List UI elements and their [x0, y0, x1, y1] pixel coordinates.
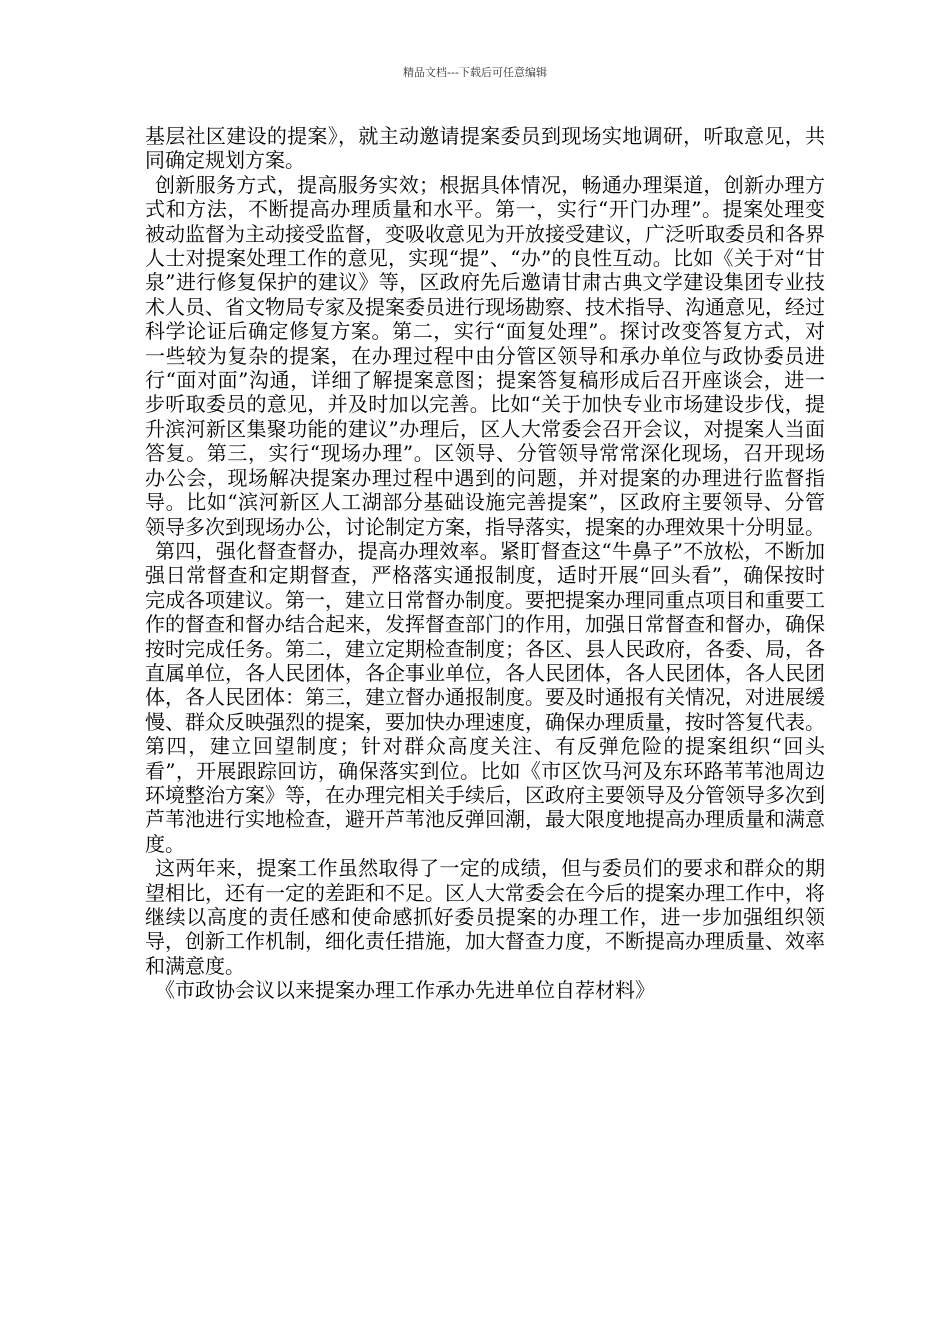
paragraph-3: 第四，强化督查督办，提高办理效率。紧盯督查这“牛鼻子”不放松，不断加强日常督查和定期督查，严格落实通报制度，适时开展“回头看”，确保按时完成各项建议。第一，建立日常督办制度。要把提案办理同重点项目和重要工作的督查和督办结合起来，发挥督查部门的作用，加强日常督查和督办，确保按时完成任务。第二，建立定期检查制度；各区、县人民政府，各委、局，各直属单位，各人民团体，各企事业单位，各人民团体，各人民团体，各人民团体，各人民团体：第三，建立督办通报制度。要及时通报有关情况，对进展缓慢、群众反映强烈的提案，要加快办理速度，确保办理质量，按时答复代表。第四，建立回望制度；针对群众高度关注、有反弹危险的提案组织“回头看”，开展跟踪回访，确保落实到位。比如《市区饮马河及东环路苇苇池周边环境整治方案》等，在办理完相关手续后，区政府主要领导及分管领导多次到芦苇池进行实地检查，避开芦苇池反弹回潮，最大限度地提高办理质量和满意度。 [145, 538, 825, 856]
page-header: 精品文档---下载后可任意编辑 [403, 66, 547, 79]
paragraph-2: 创新服务方式，提高服务实效；根据具体情况，畅通办理渠道，创新办理方式和方法，不断提高办理质量和水平。第一，实行“开门办理”。提案处理变被动监督为主动接受监督，变吸收意见为开放接受建议，广泛听取委员和各界人士对提案处理工作的意见，实现“提”、“办”的良性互动。比如《关于对“甘泉”进行修复保护的建议》等，区政府先后邀请甘肃古典文学建设集团专业技术人员、省文物局专家及提案委员进行现场勘察、技术指导、沟通意见，经过科学论证后确定修复方案。第二，实行“面复处理”。探讨改变答复方式，对一些较为复杂的提案，在办理过程中由分管区领导和承办单位与政协委员进行“面对面”沟通，详细了解提案意图；提案答复稿形成后召开座谈会，进一步听取委员的意见，并及时加以完善。比如“关于加快专业市场建设步伐，提升滨河新区集聚功能的建议”办理后，区人大常委会召开会议，对提案人当面答复。第三，实行“现场办理”。区领导、分管领导常常深化现场，召开现场办公会，现场解决提案办理过程中遇到的问题，并对提案的办理进行监督指导。比如“滨河新区人工湖部分基础设施完善提案”，区政府主要领导、分管领导多次到现场办公，讨论制定方案，指导落实，提案的办理效果十分明显。 [145, 172, 825, 539]
document-body [145, 124, 825, 1003]
paragraph-4: 这两年来，提案工作虽然取得了一定的成绩，但与委员们的要求和群众的期望相比，还有一定的差距和不足。区人大常委会在今后的提案办理工作中，将继续以高度的责任感和使命感抓好委员提案的办理工作，进一步加强组织领导，创新工作机制，细化责任措施，加大督查力度，不断提高办理质量、效率和满意度。 [145, 856, 825, 978]
document-title-line: 《市政协会议以来提案办理工作承办先进单位自荐材料》 [155, 978, 655, 1003]
paragraph-1: 基层社区建设的提案》，就主动邀请提案委员到现场实地调研，听取意见，共同确定规划方案。 [145, 124, 825, 173]
